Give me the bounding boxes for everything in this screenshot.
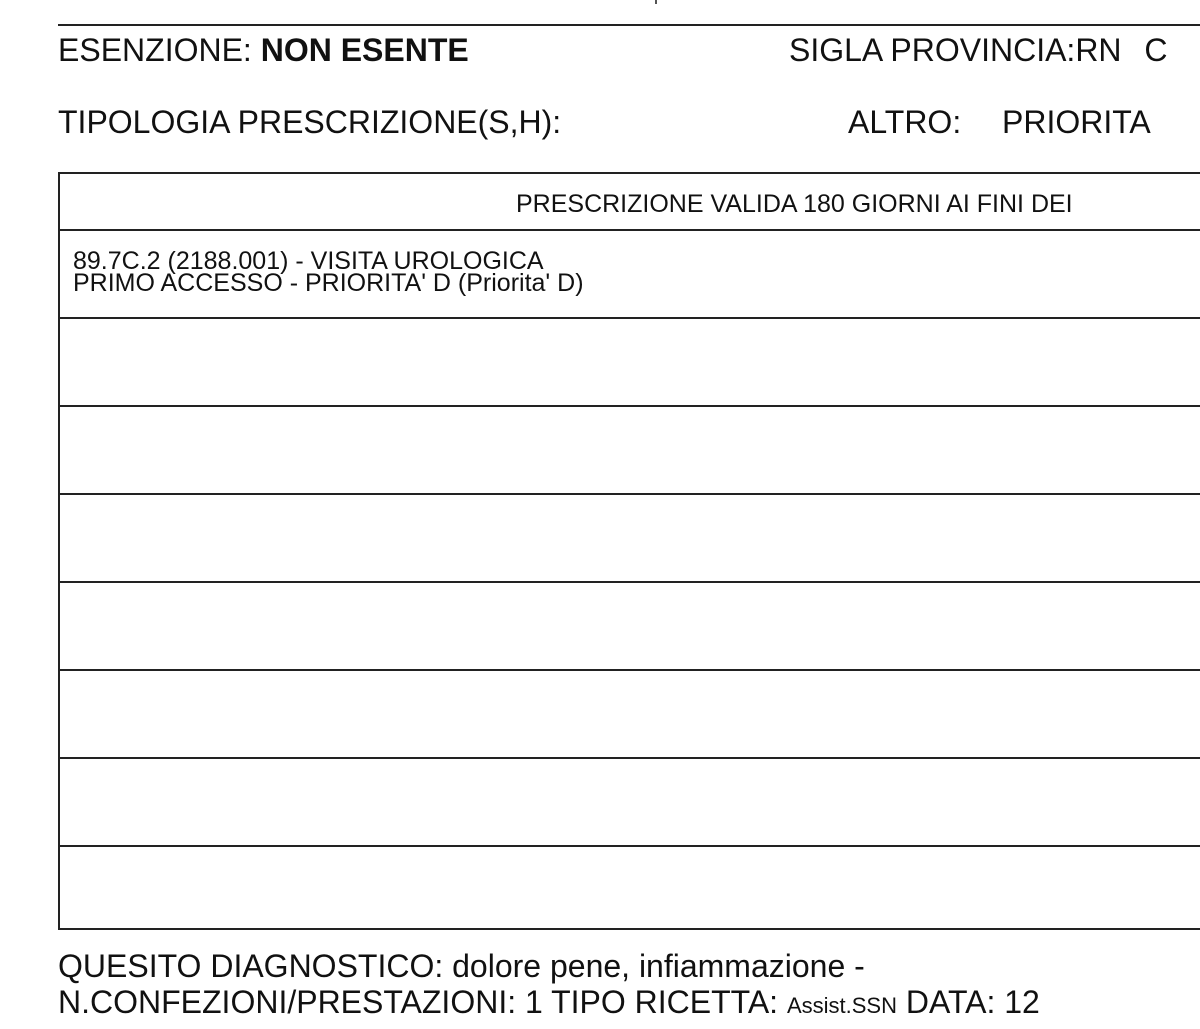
data-label: DATA: 12 (905, 984, 1040, 1020)
esenzione-label: ESENZIONE: (58, 32, 252, 68)
validity-text: PRESCRIZIONE VALIDA 180 GIORNI AI FINI DEI (516, 190, 1073, 218)
sigla-provincia-text: SIGLA PROVINCIA:RN (789, 32, 1122, 68)
table-header (60, 174, 1200, 231)
top-rule (58, 24, 1200, 26)
table-row (60, 583, 1200, 671)
esenzione-value: NON ESENTE (260, 32, 469, 68)
table-row (60, 847, 1200, 928)
table-row (60, 319, 1200, 407)
confezioni-line (58, 986, 1040, 1018)
item-priority: PRIMO ACCESSO - PRIORITA' D (Priorita' D) (73, 269, 584, 297)
table-row (60, 495, 1200, 583)
table-row (60, 407, 1200, 495)
table-row (60, 231, 1200, 319)
item-description: 89.7C.2 (2188.001) - VISITA UROLOGICA (73, 247, 544, 275)
tipo-ricetta-value: Assist.SSN (786, 993, 897, 1018)
confezioni-text: N.CONFEZIONI/PRESTAZIONI: 1 TIPO RICETTA: (58, 984, 779, 1020)
priorita-label: PRIORITA (1002, 104, 1151, 140)
table-row (60, 671, 1200, 759)
table-row (60, 759, 1200, 847)
sigla-cut-text: C (1144, 32, 1168, 68)
tipologia-prescrizione: TIPOLOGIA PRESCRIZIONE(S,H): (58, 104, 562, 140)
altro-label: ALTRO: (848, 104, 962, 140)
top-tick-mark (655, 0, 657, 4)
sigla-provincia (789, 34, 1168, 66)
prescription-table (58, 172, 1200, 930)
quesito-diagnostico: QUESITO DIAGNOSTICO: dolore pene, infiammazione - (58, 948, 865, 984)
esenzione-line (58, 34, 469, 66)
